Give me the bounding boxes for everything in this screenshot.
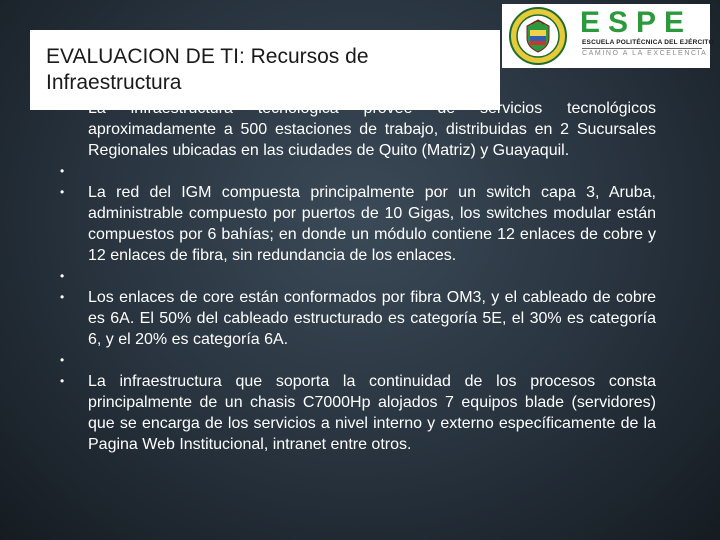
bullet-icon: • <box>60 164 65 178</box>
slide-title: EVALUACION DE TI: Recursos de Infraestructura <box>46 45 369 94</box>
bullet-icon: • <box>60 290 65 304</box>
list-item <box>60 98 656 161</box>
bullet-icon: • <box>60 269 65 283</box>
list-item-text: La red del IGM compuesta principalmente por un switch capa 3, Aruba, administrable compuesto por puertos de 10 Gigas, los switches modular están compuestos por 6 bahías; en donde un módulo contiene 12 enlaces de cobre y 12 enlaces de fibra, sin redundancia de los enlaces. <box>88 184 656 264</box>
bullet-icon: • <box>60 185 65 199</box>
bullet-icon: • <box>60 353 65 367</box>
list-item <box>60 287 656 350</box>
list-item-text: La infraestructura que soporta la continuidad de los procesos consta principalmente de un chasis C7000Hp alojados 7 equipos blade (servidores) que se encarga de los servicios a nivel interno y externo específicamente de la Pagina Web Institucional, intranet entre otros. <box>88 373 656 453</box>
list-item <box>60 182 656 266</box>
list-item-text: La infraestructura tecnológica provee de servicios tecnológicos aproximadamente a 500 estaciones de trabajo, distribuidas en 2 Sucursales Regionales ubicadas en las ciudades de Quito (Matriz) y Guayaquil. <box>88 100 656 159</box>
bullet-list <box>60 98 656 455</box>
brand-divider <box>582 48 702 49</box>
brand-name: ESPE <box>580 6 693 39</box>
bullet-icon: • <box>60 374 65 388</box>
brand-subtitle: ESCUELA POLITÉCNICA DEL EJÉRCITO <box>582 39 714 46</box>
list-item <box>60 371 656 455</box>
list-item-text <box>88 161 656 182</box>
brand-motto: CAMINO A LA EXCELENCIA <box>582 50 708 57</box>
list-item-text: Los enlaces de core están conformados por fibra OM3, y el cableado de cobre es 6A. El 50% del cableado estructurado es categoría 5E, el 30% es categoría 6, y el 20% es categoría 6A. <box>88 289 656 348</box>
list-item-text <box>88 350 656 371</box>
bullet-icon: • <box>60 101 65 115</box>
list-item-text <box>88 266 656 287</box>
espe-logo <box>502 4 714 68</box>
list-item <box>60 266 656 287</box>
institution-seal-icon <box>508 6 568 66</box>
list-item <box>60 161 656 182</box>
list-item <box>60 350 656 371</box>
